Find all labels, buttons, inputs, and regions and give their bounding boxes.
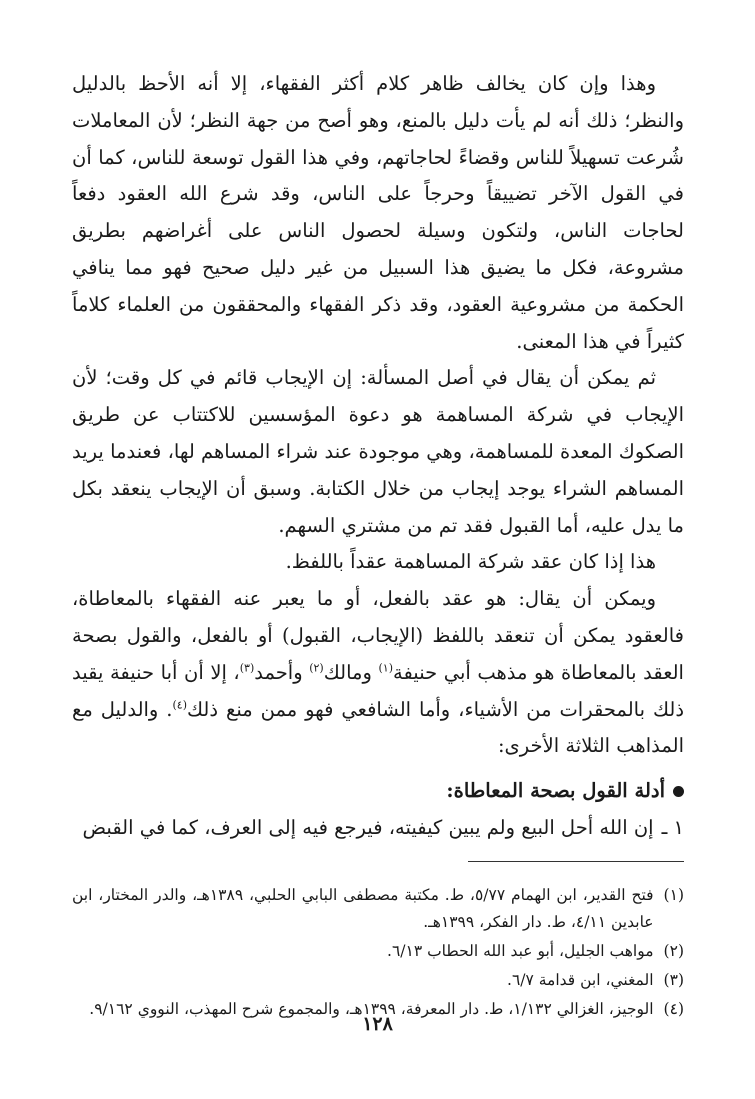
footnote-number: (٢) (663, 941, 684, 960)
paragraph-3: هذا إذا كان عقد شركة المساهمة عقداً باللفظ. (285, 550, 656, 574)
paragraph-4-part-c: وأحمد (254, 660, 310, 684)
list-item (72, 810, 684, 847)
footnote-ref-1[interactable]: (١) (378, 661, 393, 675)
paragraph-1: وهذا وإن كان يخالف ظاهر كلام أكثر الفقهاء، إلا أنه الأحظ بالدليل والنظر؛ ذلك أنه لم يأت دليل بالمنع، وهو أصح من جهة النظر؛ لأن المعاملات شُرعت تسهيلاً للناس وقضاءً لحاجاتهم، وفي هذا القول توسعة للناس، كما أن في القول الآخر تضييقاً وحرجاً على الناس، وقد شرع الله العقود دفعاً لحاجات الناس، ولتكون وسيلة لحصول الناس على أغراضهم بطريق مشروعة، فكل ما يضيق هذا السبيل من غير دليل صحيح فهو مما ينافي الحكمة من مشروعية العقود، وقد ذكر الفقهاء والمحققون من العلماء كلاماً كثيراً في هذا المعنى. (72, 72, 684, 353)
footnote-text: المغني، ابن قدامة ٦/٧. (507, 970, 654, 989)
footnote-number: (٣) (663, 970, 684, 989)
page-content (72, 66, 684, 1025)
footnotes (72, 882, 684, 1023)
footnote-rule (468, 861, 684, 862)
section-heading-text: أدلة القول بصحة المعاطاة: (446, 779, 665, 803)
list-item-number: ١ ـ (661, 815, 684, 839)
paragraph-4-part-e: . والدليل مع المذاهب الثلاثة الأخرى: (72, 697, 684, 758)
paragraph-4-part-d: ، إلا أن أبا حنيفة يقيد ذلك بالمحقرات من الأشياء، وأما الشافعي فهو ممن منع ذلك (72, 660, 685, 721)
paragraph-4-part-a: ويمكن أن يقال: هو عقد بالفعل، أو ما يعبر عنه الفقهاء بالمعاطاة، فالعقود يمكن أن تنعقد باللفظ (الإيجاب، القبول) أو بالفعل، والقول بصحة العقد بالمعاطاة هو مذهب أبي حنيفة (72, 587, 684, 684)
footnote-ref-4[interactable]: (٤) (172, 698, 187, 712)
footnote-text: مواهب الجليل، أبو عبد الله الحطاب ٦/١٣. (387, 941, 654, 960)
footnote-2 (72, 938, 684, 965)
paragraph-4-part-b: ومالك (323, 660, 379, 684)
footnote-number: (٤) (663, 999, 684, 1018)
footnote-ref-3[interactable]: (٣) (239, 661, 255, 675)
bullet-icon (673, 786, 684, 797)
list-item-text: إن الله أحل البيع ولم يبين كيفيته، فيرجع فيه إلى العرف، كما في القبض (82, 815, 654, 839)
footnote-text: الوجيز، الغزالي ١/١٣٢، ط. دار المعرفة، ١٣٩٩هـ، والمجموع شرح المهذب، النووي ٩/١٦٢. (89, 999, 654, 1018)
footnote-separator (72, 861, 684, 862)
section-heading (72, 773, 684, 810)
footnote-number: (١) (663, 885, 684, 904)
paragraph-4 (72, 581, 684, 765)
footnote-3 (72, 967, 684, 994)
footnote-ref-2[interactable]: (٢) (309, 661, 324, 675)
footnote-1 (72, 882, 684, 936)
paragraph-2: ثم يمكن أن يقال في أصل المسألة: إن الإيجاب قائم في كل وقت؛ لأن الإيجاب في شركة المساهمة هو دعوة المؤسسين للاكتتاب عن طريق الصكوك المعدة للمساهمة، وهي موجودة عند شراء المساهم لها، فعندما يريد المساهم الشراء يوجد إيجاب من خلال الكتابة. وسبق أن الإيجاب ينعقد بكل ما يدل عليه، أما القبول فقد تم من مشتري السهم. (72, 366, 684, 537)
footnote-text: فتح القدير، ابن الهمام ٥/٧٧، ط. مكتبة مصطفى البابي الحلبي، ١٣٨٩هـ، والدر المختار، ابن عابدين ٤/١١، ط. دار الفكر، ١٣٩٩هـ. (72, 885, 654, 931)
page-number: ١٢٨ (362, 1013, 393, 1035)
main-text (72, 66, 684, 847)
